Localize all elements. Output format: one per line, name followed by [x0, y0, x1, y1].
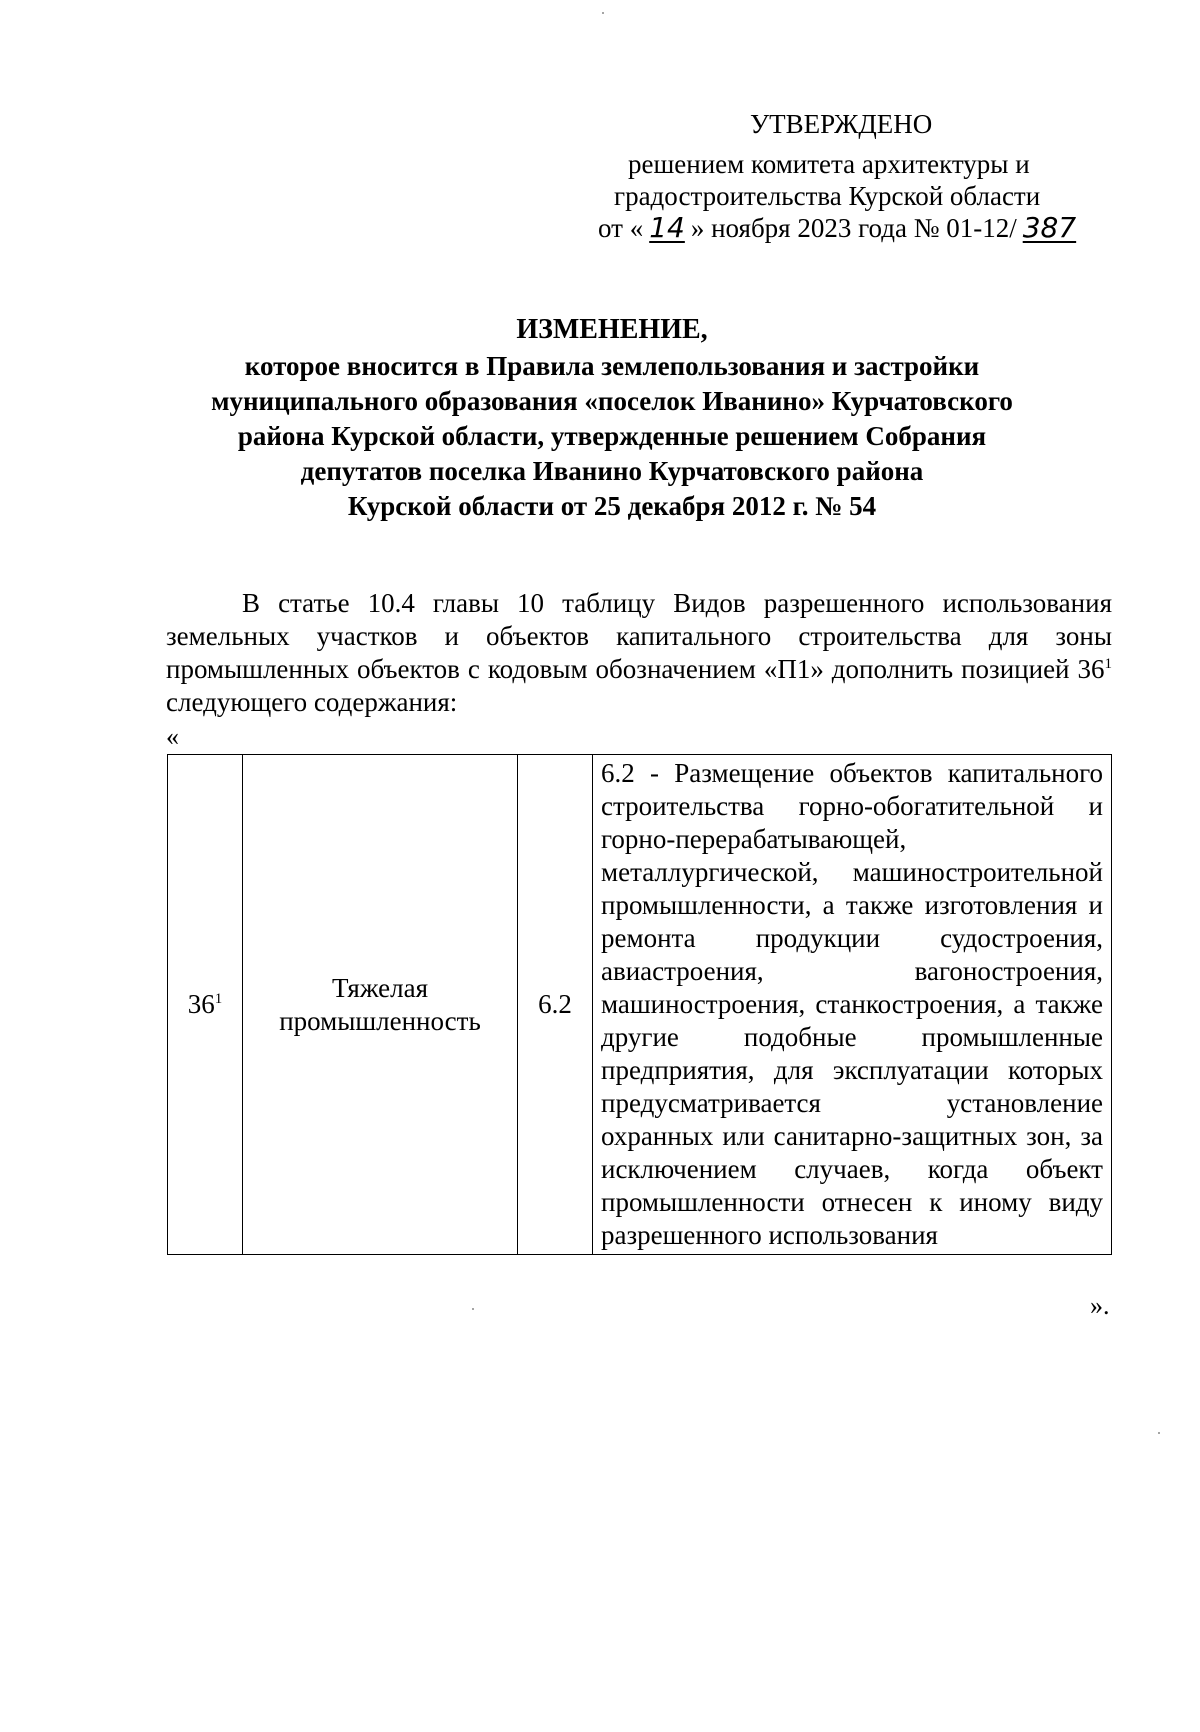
approval-line-3 [598, 212, 1082, 244]
scan-speck [1158, 1432, 1160, 1434]
approval-date-middle: » ноября 2023 года № 01-12/ [690, 213, 1017, 243]
closing-quote: ». [1090, 1291, 1110, 1320]
approval-line-1: решением комитета архитектуры и [628, 149, 1030, 179]
handwritten-number: 387 [1022, 211, 1077, 244]
title-line-3: района Курской области, утвержденные решением Собрания [237, 421, 987, 451]
table-row [168, 755, 1112, 1255]
row-code-cell: 6.2 [518, 755, 593, 1255]
title-heading: ИЗМЕНЕНИЕ, [516, 314, 708, 345]
scan-speck [602, 12, 604, 14]
land-use-table [167, 754, 1112, 1255]
paragraph-text: В статье 10.4 главы 10 таблицу Видов разрешенного использования земельных участков и объектов капитального строительства для зоны промышленных объектов с кодовым обозначением «П1» дополнить позицией 36 [166, 588, 1112, 684]
title-line-5: Курской области от 25 декабря 2012 г. № 54 [347, 491, 877, 521]
row-number: 36 [187, 989, 215, 1019]
handwritten-day: 14 [649, 211, 685, 244]
scan-speck [472, 1308, 474, 1310]
row-description-cell: 6.2 - Размещение объектов капитального строительства горно-обогатительной и горно-перерабатывающей, металлургической, машиностроительной промышленности, а также изготовления и ремонта продукции судостроения, авиастроения, вагоностроения, машиностроения, станкостроения, а также другие подобные промышленные предприятия, для эксплуатации которых предусматривается установление охранных или санитарно-защитных зон, за исключением случаев, когда объект промышленности отнесен к иному виду разрешенного использования [593, 755, 1112, 1255]
title-line-2: муниципального образования «поселок Иванино» Курчатовского [211, 386, 1013, 416]
approval-line-2: градостроительства Курской области [614, 181, 1041, 211]
row-name-line-2: промышленность [279, 1005, 481, 1036]
title-line-1: которое вносится в Правила землепользования и застройки [244, 351, 980, 381]
approval-heading: УТВЕРЖДЕНО [750, 109, 933, 139]
paragraph-text-end: следующего содержания: [166, 687, 458, 717]
body-paragraph [166, 587, 1112, 719]
approval-date-prefix: от « [598, 213, 644, 243]
row-number-superscript: 1 [214, 991, 223, 1007]
document-title [150, 312, 1074, 524]
title-line-4: депутатов поселка Иванино Курчатовского района [300, 456, 924, 486]
opening-quote: « [166, 722, 179, 751]
row-number-cell [168, 755, 243, 1255]
row-name-line-1: Тяжелая [331, 972, 429, 1003]
paragraph-superscript: 1 [1104, 656, 1112, 672]
row-name-cell [243, 755, 518, 1255]
